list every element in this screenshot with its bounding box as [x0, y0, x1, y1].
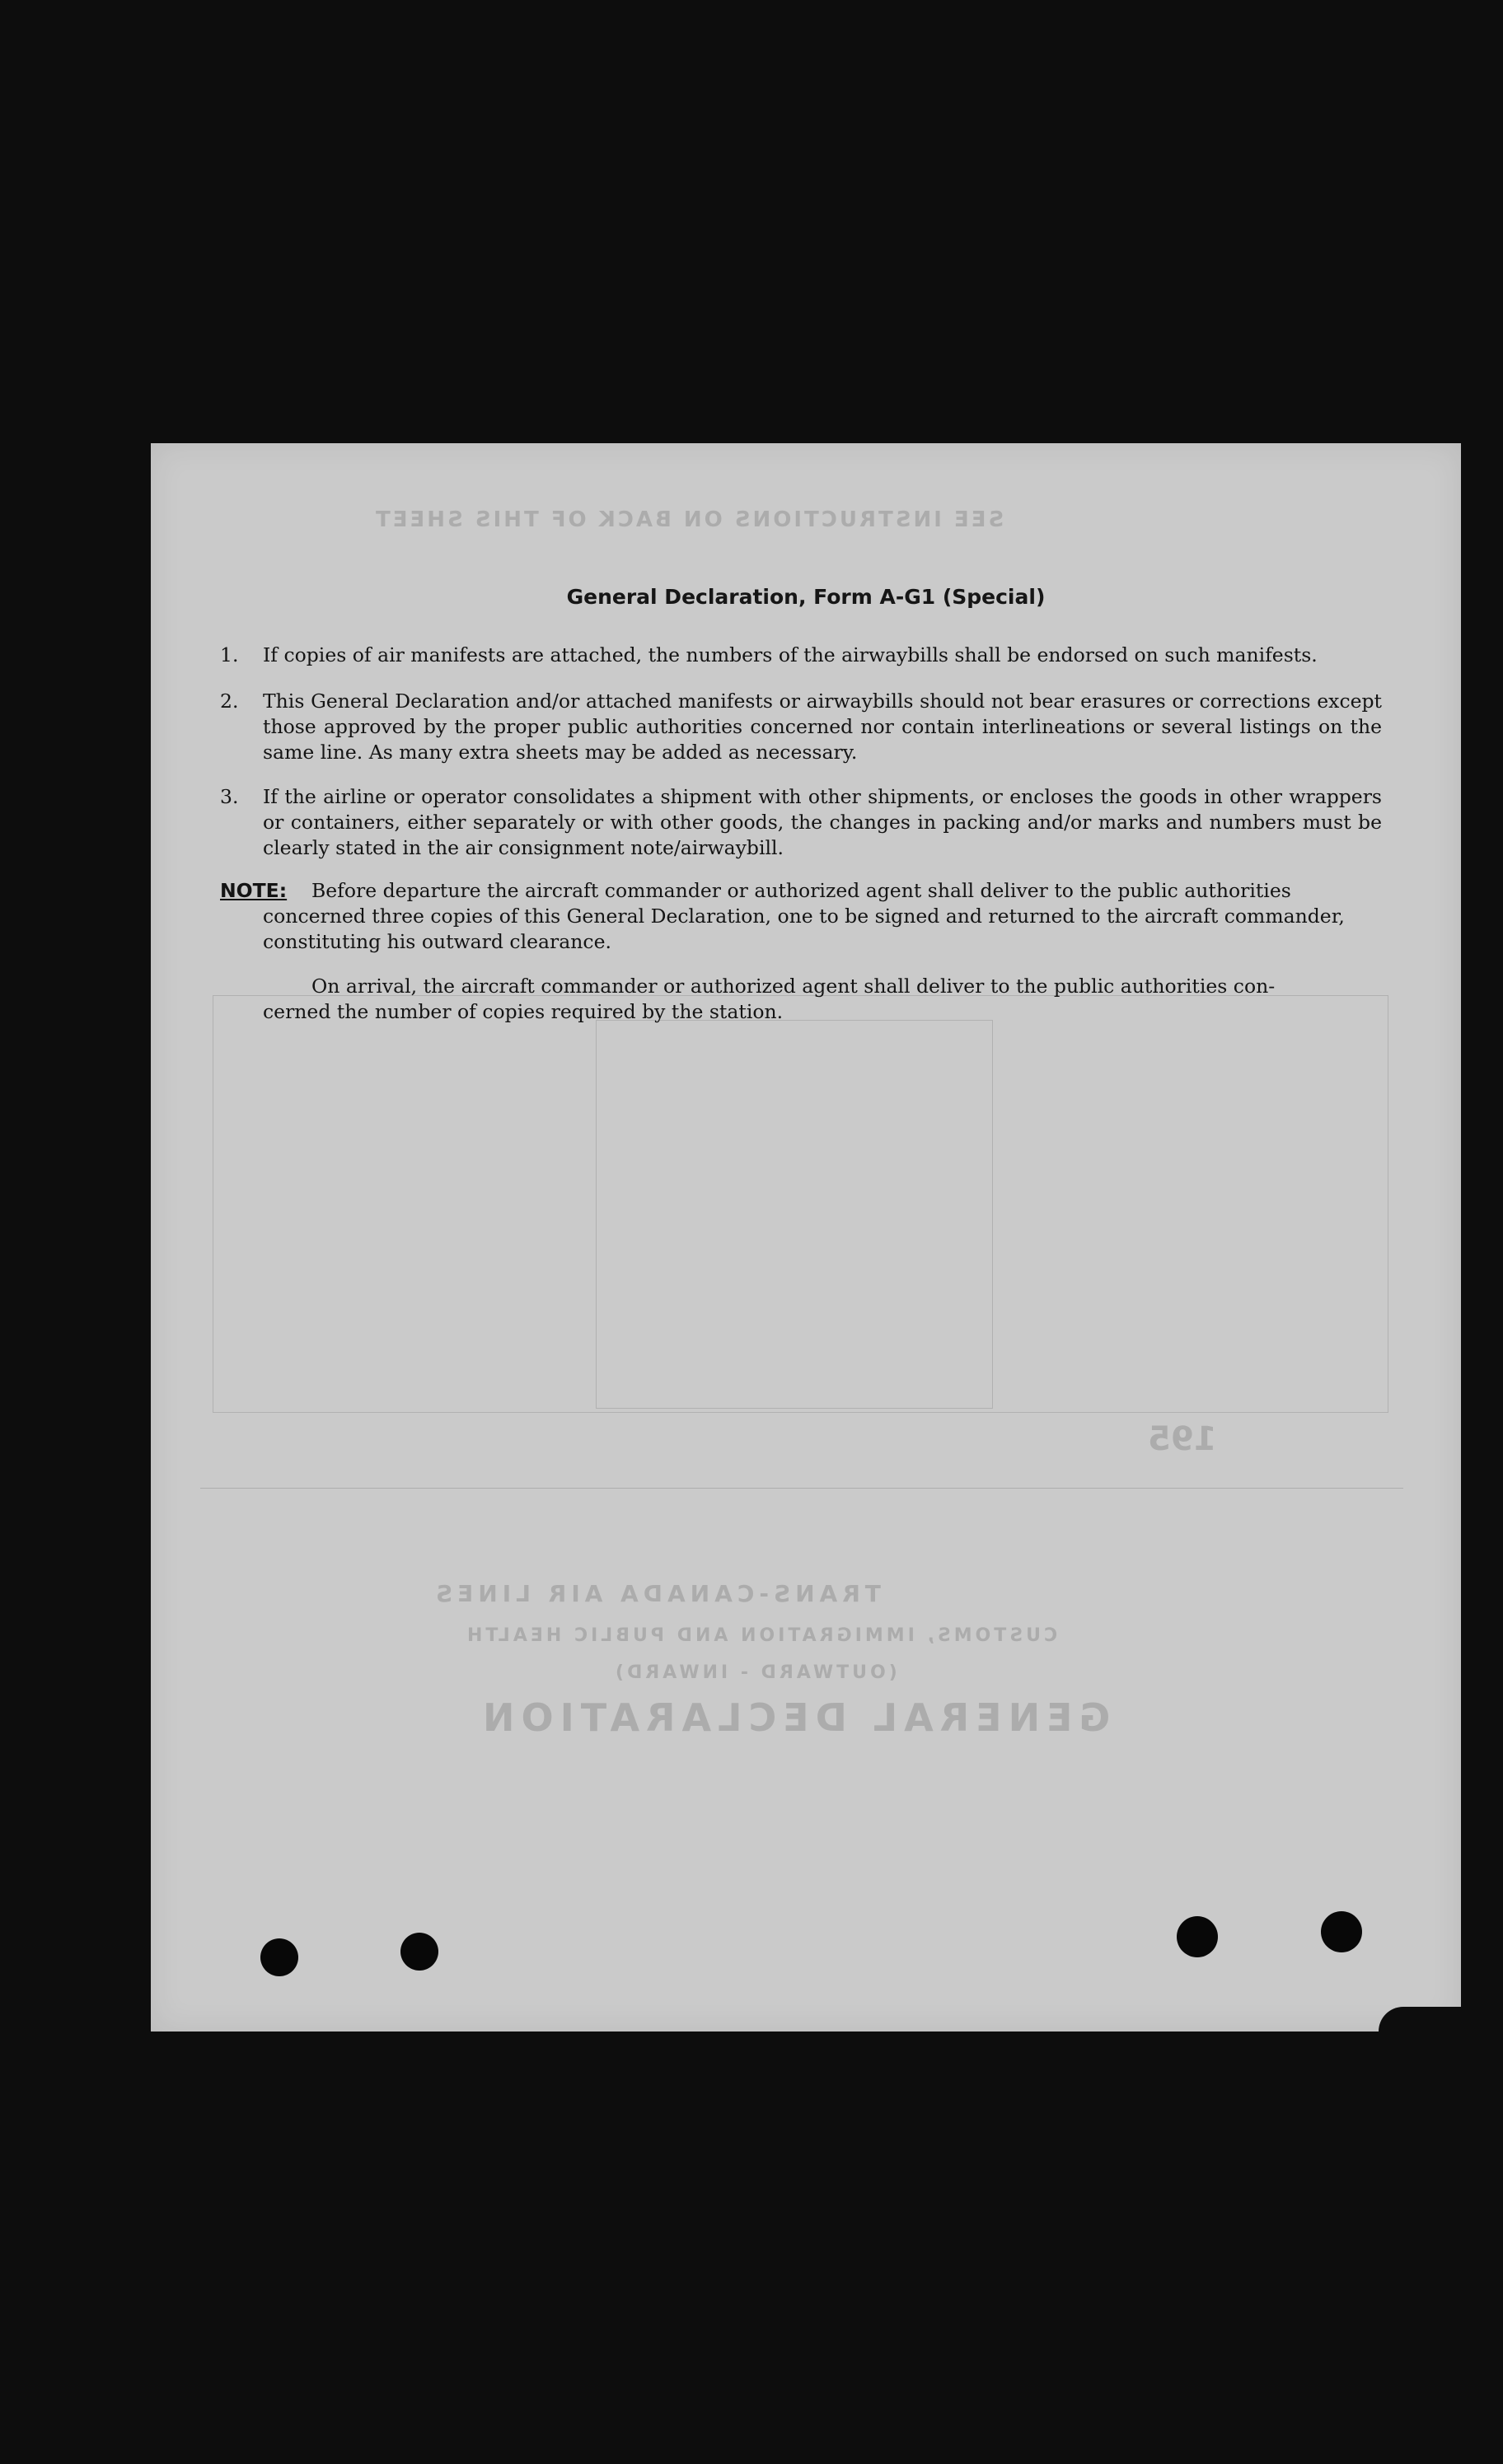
item-text: If copies of air manifests are attached, the numbers of the airwaybills shall be endorsed on such manifests. [263, 643, 1318, 666]
punch-hole [1321, 1911, 1362, 1952]
form-title: General Declaration, Form A-G1 (Special) [566, 585, 1046, 609]
note-label: NOTE: [220, 879, 288, 902]
note-arrival-first-line: On arrival, the aircraft commander or authorized agent shall deliver to the public authorities con- [311, 975, 1276, 998]
show-through-line: CUSTOMS, IMMIGRATION AND PUBLIC HEALTH [464, 1625, 1058, 1646]
punch-hole [260, 1938, 298, 1976]
note-arrival-continuation: cerned the number of copies required by the station. [263, 1000, 784, 1023]
item-text: If the airline or operator consolidates a shipment with other shipments, or encloses the goods in other wrappers or containers, either separately or with other goods, the changes in packing and/or marks and numbers must be clearly stated in the air consignment note/airwaybill. [263, 785, 1382, 859]
instruction-item-1 [220, 643, 1382, 668]
show-through-number: 195 [1148, 1420, 1217, 1458]
instruction-item-2 [220, 689, 1382, 765]
note-block [220, 878, 1382, 955]
paper-sheet [151, 443, 1461, 2032]
item-text: This General Declaration and/or attached manifests or airwaybills should not bear erasures or corrections except those approved by the proper public authorities concerned nor contain interlineations or several listings on the same line. As many extra sheets may be added as necessary. [263, 690, 1382, 764]
show-through-text: SEE INSTRUCTIONS ON BACK OF THIS SHEET [373, 507, 1004, 532]
show-through-heading: GENERAL DECLARATION [476, 1695, 1111, 1740]
show-through-subheading: (OUTWARD - INWARD) [612, 1662, 897, 1683]
item-number: 2. [220, 690, 239, 713]
show-through-inner-table [596, 1020, 993, 1409]
instruction-item-3 [220, 784, 1382, 861]
item-number: 1. [220, 643, 239, 666]
punch-hole [400, 1933, 438, 1971]
note-text-continuation: concerned three copies of this General Declaration, one to be signed and returned to the aircraft commander, constituting his outward clearance. [263, 905, 1345, 953]
note-text-first-line: Before departure the aircraft commander or authorized agent shall deliver to the public authorities [311, 879, 1291, 902]
show-through-airline: TRANS-CANADA AIR LINES [431, 1580, 881, 1607]
punch-hole [1177, 1916, 1218, 1957]
item-number: 3. [220, 785, 239, 808]
torn-corner [1379, 2007, 1461, 2032]
show-through-rule [200, 1488, 1403, 1489]
